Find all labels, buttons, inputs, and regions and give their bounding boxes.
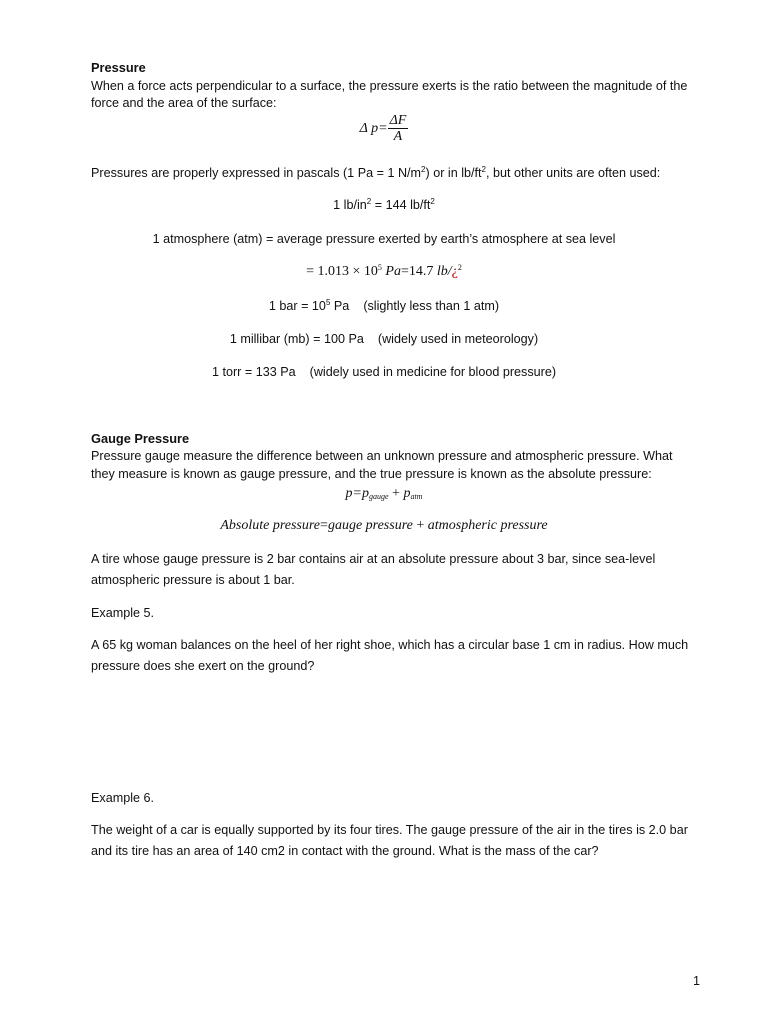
gauge-line-1: Pressure gauge measure the difference between an unknown pressure and atmospheric pressure. What: [91, 449, 673, 463]
psi-sup-b: 2: [430, 197, 435, 206]
torr-conversion: [0, 363, 768, 381]
units-sup-b: 2: [481, 165, 486, 174]
psi-conversion: [0, 196, 768, 214]
atm-value-exp: 5: [377, 263, 382, 272]
atm-value-unit: lb/: [436, 264, 452, 279]
eq-pg: p: [361, 486, 369, 501]
units-text-a: Pressures are properly expressed in pascals (1 Pa = 1 N/m: [91, 166, 422, 180]
torr-note: (widely used in medicine for blood pressure): [309, 365, 557, 379]
bar-note: (slightly less than 1 atm): [363, 299, 500, 313]
eq-pa-sub: atm: [410, 492, 423, 501]
gauge-line-2: they measure is known as gauge pressure, and the true pressure is known as the absolute pressure:: [91, 467, 652, 481]
units-line: [91, 164, 660, 182]
pressure-intro-line-1: When a force acts perpendicular to a surface, the pressure exerts is the ratio between the magnitude of the: [91, 79, 688, 93]
atm-definition: 1 atmosphere (atm) = average pressure exerted by earth’s atmosphere at sea level: [152, 232, 616, 246]
abs-eq-e: atmospheric pressure: [427, 518, 548, 533]
absolute-pressure-equation: [0, 516, 768, 536]
formula-lhs: Δ p=: [359, 121, 388, 136]
gauge-equation: [0, 484, 768, 504]
atm-value-pa: Pa: [385, 264, 401, 279]
pressure-heading: Pressure: [91, 60, 146, 75]
millibar-conversion: [0, 330, 768, 348]
example-5-title: Example 5.: [91, 606, 154, 620]
example-6-title: Example 6.: [91, 791, 154, 805]
example-6-line-2: and its tire has an area of 140 cm2 in contact with the ground. What is the mass of the car?: [91, 844, 599, 858]
abs-eq-a: Absolute pressure: [220, 518, 321, 533]
bar-exp: 5: [325, 298, 331, 307]
formula-fraction: [388, 113, 409, 144]
psi-text-b: = 144 lb/ft: [371, 198, 431, 212]
atm-value-c: =14.7: [400, 264, 437, 279]
units-text-c: , but other units are often used:: [485, 166, 661, 180]
eq-p: p=: [345, 486, 362, 501]
eq-pg-sub: gauge: [368, 492, 389, 501]
eq-plus: +: [388, 486, 404, 501]
units-text-b: ) or in lb/ft: [425, 166, 482, 180]
example-5-line-1: A 65 kg woman balances on the heel of her right shoe, which has a circular base 1 cm in radius. How much: [91, 638, 689, 652]
atm-value-sup: 2: [457, 263, 462, 272]
bar-conversion: [0, 297, 768, 315]
formula-numerator: ΔF: [389, 113, 407, 129]
page-number: 1: [693, 974, 701, 988]
units-sup-a: 2: [421, 165, 426, 174]
pressure-intro-line-2: force and the area of the surface:: [91, 96, 277, 110]
abs-eq-d: +: [412, 518, 428, 533]
torr-main: 1 torr = 133 Pa: [211, 365, 296, 379]
eq-pa: p: [403, 486, 411, 501]
formula-denominator: A: [393, 129, 403, 145]
psi-text-a: 1 lb/in: [333, 198, 367, 212]
atm-value-glyph: ¿: [451, 264, 458, 279]
atm-value-a: = 1.013 × 10: [306, 264, 378, 279]
gauge-heading: Gauge Pressure: [91, 431, 190, 446]
mb-main: 1 millibar (mb) = 100 Pa: [229, 332, 364, 346]
example-5-line-2: pressure does she exert on the ground?: [91, 659, 315, 673]
psi-sup-a: 2: [366, 197, 372, 206]
tire-line-1: A tire whose gauge pressure is 2 bar contains air at an absolute pressure about 3 bar, since sea-level: [91, 552, 656, 566]
pressure-formula: [0, 112, 768, 146]
atm-value: [0, 262, 768, 282]
example-6-line-1: The weight of a car is equally supported by its four tires. The gauge pressure of the air in the tires is 2.0 bar: [91, 823, 688, 837]
abs-eq-b: =: [320, 518, 328, 533]
bar-text-a: 1 bar = 10: [268, 299, 326, 313]
bar-text-b: Pa: [330, 299, 350, 313]
abs-eq-c: gauge pressure: [327, 518, 413, 533]
mb-note: (widely used in meteorology): [377, 332, 539, 346]
tire-line-2: atmospheric pressure is about 1 bar.: [91, 573, 295, 587]
